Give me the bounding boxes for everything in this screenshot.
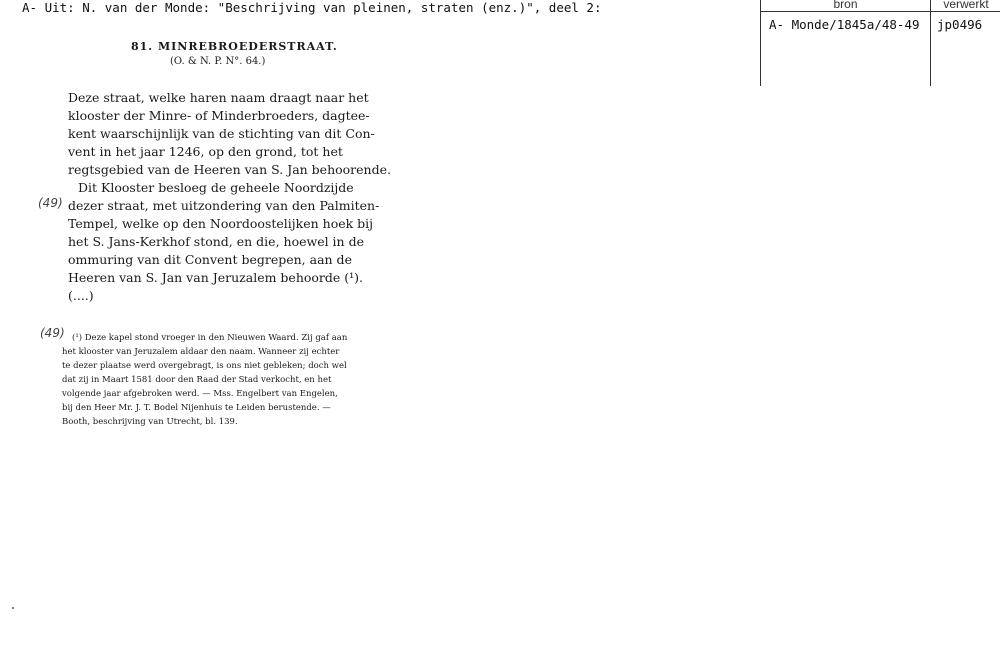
footnote-line: te dezer plaatse werd overgebragt, is ons niet gebleken; doch wel [62,361,347,371]
section-subtitle: (O. & N. P. N°. 64.) [170,56,266,67]
body-line: kent waarschijnlijk van de stichting van dit Con- [68,126,375,141]
bron-value: A- Monde/1845a/48-49 [761,12,931,86]
body-line: (....) [68,288,94,303]
body-line: Tempel, welke op den Noordoostelijken hoek bij [68,216,374,231]
body-line: Dit Klooster besloeg de geheele Noordzijde [78,180,354,195]
body-line: dezer straat, met uitzondering van den Palmiten- [68,198,380,213]
footnote-line: volgende jaar afgebroken werd. — Mss. Engelbert van Engelen, [62,389,338,399]
margin-note: (49) [38,196,63,210]
body-line: het S. Jans-Kerkhof stond, en die, hoewel in de [68,234,364,249]
footnote-line: Booth, beschrijving van Utrecht, bl. 139. [62,417,238,427]
source-table [760,0,1000,86]
header-source-line: A- Uit: N. van der Monde: "Beschrijving van pleinen, straten (enz.)", deel 2: [22,0,602,15]
body-line: ommuring van dit Convent begrepen, aan de [68,252,352,267]
footnote-line: (¹) Deze kapel stond vroeger in den Nieuwen Waard. Zij gaf aan [72,333,348,343]
body-line: vent in het jaar 1246, op den grond, tot het [68,144,343,159]
body-line: Deze straat, welke haren naam draagt naar het [68,90,369,105]
body-line: klooster der Minre- of Minderbroeders, dagtee- [68,108,370,123]
margin-note: (49) [40,326,65,340]
footnote-line: bij den Heer Mr. J. T. Bodel Nijenhuis te Leiden berustende. — [62,403,331,413]
footnote-line: dat zij in Maart 1581 door den Raad der Stad verkocht, en het [62,375,332,385]
verwerkt-value: jp0496 [937,17,983,32]
body-line: Heeren van S. Jan van Jeruzalem behoorde (¹). [68,270,364,285]
column-header-verwerkt: verwerkt [931,0,1000,12]
section-title: 81. MINREBROEDERSTRAAT. [131,40,338,53]
scan-speck [12,607,14,609]
body-line: regtsgebied van de Heeren van S. Jan behoorende. [68,162,391,177]
column-header-bron: bron [761,0,931,12]
footnote-line: het klooster van Jeruzalem aldaar den naam. Wanneer zij echter [62,347,340,357]
